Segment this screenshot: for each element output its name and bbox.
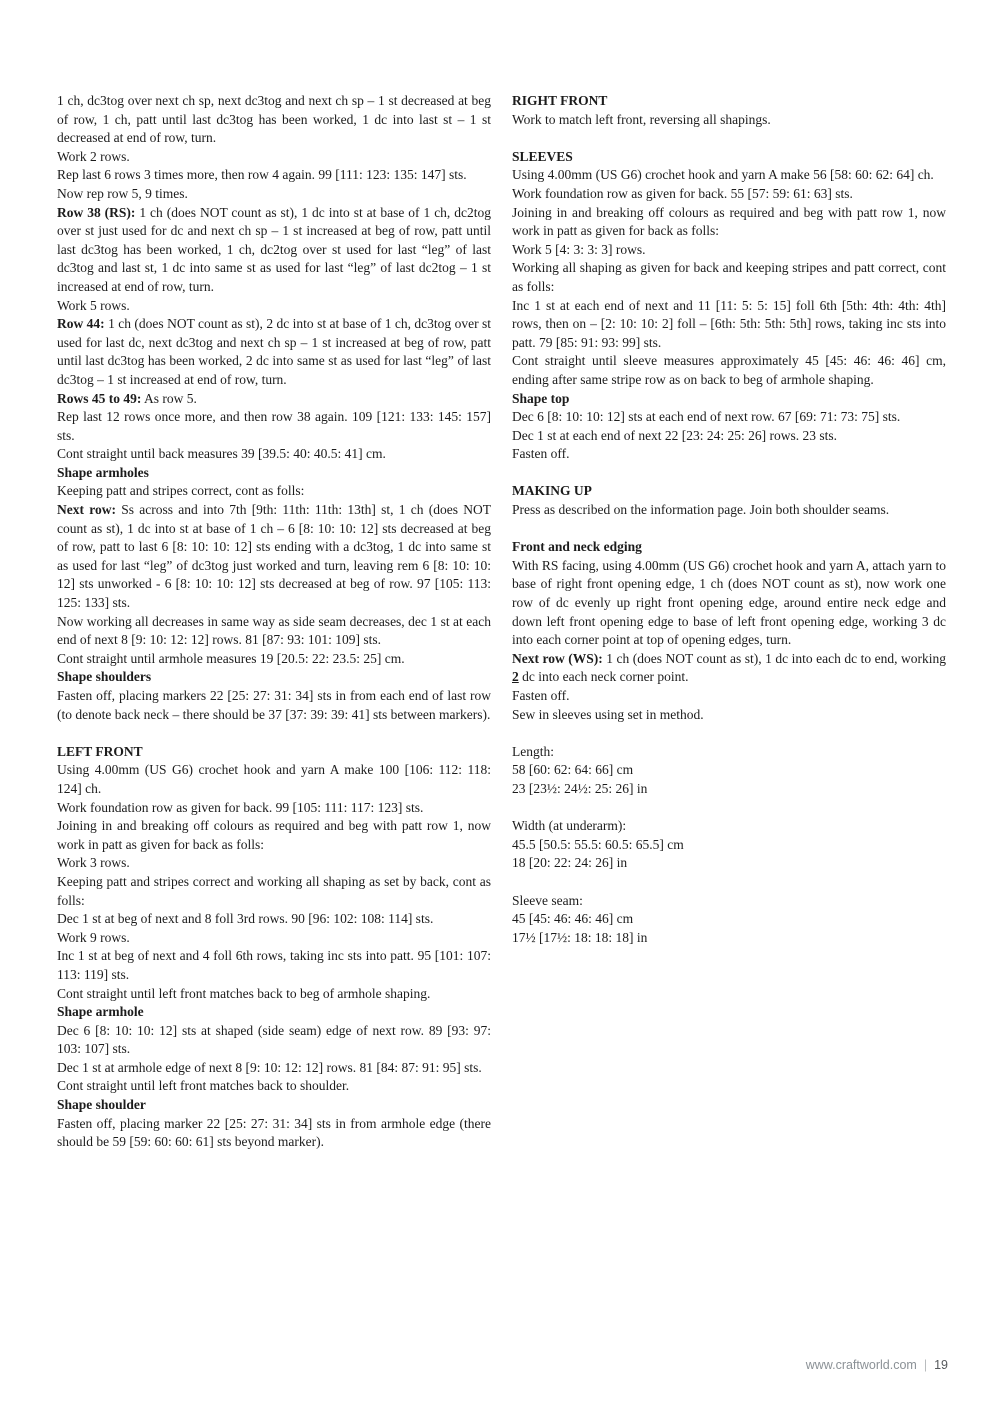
text-run: Dec 1 st at beg of next and 8 foll 3rd rows. 90 [96: 102: 108: 114] sts. bbox=[57, 911, 434, 927]
text-run: Working all shaping as given for back and keeping stripes and patt correct, cont as folls: bbox=[512, 260, 946, 294]
text-run: 1 ch, dc3tog over next ch sp, next dc3tog and next ch sp – 1 st decreased at beg of row, 1 ch, patt until last dc3tog has been worked, 1 dc into last st – 1 st decreased at end of row, turn. bbox=[57, 93, 491, 146]
bold-text-run: Rows 45 to 49: bbox=[57, 390, 142, 406]
text-run: Work 3 rows. bbox=[57, 855, 130, 871]
text-run: Using 4.00mm (US G6) crochet hook and yarn A make 56 [58: 60: 62: 64] ch. bbox=[512, 167, 934, 183]
body-paragraph bbox=[57, 799, 491, 818]
body-paragraph bbox=[512, 445, 946, 464]
body-paragraph bbox=[57, 929, 491, 948]
body-paragraph bbox=[512, 780, 946, 799]
text-run: 45.5 [50.5: 55.5: 60.5: 65.5] cm bbox=[512, 836, 684, 852]
body-paragraph bbox=[512, 929, 946, 948]
body-paragraph bbox=[57, 204, 491, 297]
body-paragraph bbox=[57, 817, 491, 854]
text-run: Inc 1 st at each end of next and 11 [11: 5: 5: 15] foll 6th [5th: 4th: 4th: 4th] rows, then on – [2: 10: 10: 2] foll – [6th: 5th: 5th: 5th] rows, taking inc sts into patt. 79 [85: 91: 93: 99] sts. bbox=[512, 297, 946, 350]
text-run: MAKING UP bbox=[512, 483, 592, 499]
text-run: Shape shoulder bbox=[57, 1097, 146, 1113]
body-paragraph bbox=[57, 297, 491, 316]
text-run: With RS facing, using 4.00mm (US G6) crochet hook and yarn A, attach yarn to base of right front opening edge, 1 ch (does NOT count as st), now work one row of dc evenly up right front opening edge, around entire neck edge and down left front opening edge to base of left front opening edge, working 3 dc into each corner point at top of opening edges, turn. bbox=[512, 557, 946, 648]
section-heading bbox=[512, 482, 946, 501]
body-paragraph bbox=[57, 92, 491, 148]
text-columns bbox=[57, 92, 945, 1152]
body-paragraph bbox=[57, 873, 491, 910]
text-run: Rep last 6 rows 3 times more, then row 4 again. 99 [111: 123: 135: 147] sts. bbox=[57, 167, 467, 183]
body-paragraph bbox=[57, 501, 491, 613]
text-run: Dec 1 st at each end of next 22 [23: 24: 25: 26] rows. 23 sts. bbox=[512, 427, 838, 443]
column-right bbox=[512, 92, 946, 1152]
text-run: Rep last 12 rows once more, and then row 38 again. 109 [121: 133: 145: 157] sts. bbox=[57, 409, 491, 443]
text-run: 58 [60: 62: 64: 66] cm bbox=[512, 762, 634, 778]
body-paragraph bbox=[57, 761, 491, 798]
text-run: Ss across and into 7th [9th: 11th: 11th: 13th] st, 1 ch (does NOT count as st), 1 dc into st at base of 1 ch – 6 [8: 10: 10: 12] sts decreased at beg of row, patt to last 6 [8: 10: 10: 12] sts ending with a dc3tog, 1 dc into same st as used for last “leg” of dc3tog just worked and turn, leaving rem 6 [8: 10: 10: 12] sts unworked - 6 [8: 10: 10: 12] sts decreased at beg of row. 97 [105: 113: 125: 133] sts. bbox=[57, 502, 491, 611]
body-paragraph bbox=[57, 1022, 491, 1059]
body-paragraph bbox=[512, 854, 946, 873]
sub-heading bbox=[57, 668, 491, 687]
text-run: Shape shoulders bbox=[57, 669, 152, 685]
body-paragraph bbox=[512, 836, 946, 855]
text-run: Sleeve seam: bbox=[512, 892, 583, 908]
text-run: Now working all decreases in same way as side seam decreases, dec 1 st at each end of next 8 [9: 10: 12: 12] rows. 81 [87: 93: 101: 109] sts. bbox=[57, 613, 491, 648]
body-paragraph bbox=[512, 743, 946, 762]
body-paragraph bbox=[512, 185, 946, 204]
blank-line bbox=[512, 724, 946, 743]
text-run: Fasten off, placing marker 22 [25: 27: 31: 34] sts in from armhole edge (there should be 59 [59: 60: 60: 61] sts beyond marker). bbox=[57, 1115, 491, 1150]
text-run: Work 2 rows. bbox=[57, 148, 130, 164]
text-run: Work 5 rows. bbox=[57, 297, 130, 313]
text-run: Cont straight until back measures 39 [39.5: 40: 40.5: 41] cm. bbox=[57, 446, 386, 462]
body-paragraph bbox=[57, 482, 491, 501]
body-paragraph bbox=[57, 315, 491, 389]
text-run: Sew in sleeves using set in method. bbox=[512, 706, 704, 722]
text-run: SLEEVES bbox=[512, 148, 573, 164]
text-run: Cont straight until armhole measures 19 [20.5: 22: 23.5: 25] cm. bbox=[57, 650, 405, 666]
text-run: dc into each neck corner point. bbox=[518, 669, 689, 685]
sub-heading bbox=[57, 1096, 491, 1115]
body-paragraph bbox=[512, 352, 946, 389]
text-run: 23 [23½: 24½: 25: 26] in bbox=[512, 780, 648, 796]
body-paragraph bbox=[57, 445, 491, 464]
text-run: Front and neck edging bbox=[512, 539, 642, 555]
body-paragraph bbox=[57, 613, 491, 650]
text-run: Work foundation row as given for back. 99 [105: 111: 117: 123] sts. bbox=[57, 799, 424, 815]
text-run: Joining in and breaking off colours as required and beg with patt row 1, now work in patt as given for back as folls: bbox=[57, 818, 491, 852]
section-heading bbox=[512, 92, 946, 111]
page-number: 19 bbox=[934, 1358, 948, 1372]
text-run: 1 ch (does NOT count as st), 2 dc into st at base of 1 ch, dc3tog over st used for last dc, next dc3tog and next ch sp – 1 st increased at beg of row, patt until last dc3tog has been worked, 2 dc into same st as used for last “leg” of last dc3tog – 1 st increased at end of row, turn. bbox=[57, 316, 491, 387]
text-run: Keeping patt and stripes correct, cont as folls: bbox=[57, 483, 305, 499]
body-paragraph bbox=[512, 297, 946, 353]
body-paragraph bbox=[57, 1115, 491, 1152]
body-paragraph bbox=[512, 910, 946, 929]
body-paragraph bbox=[512, 427, 946, 446]
sub-heading bbox=[512, 538, 946, 557]
text-run: Shape armholes bbox=[57, 464, 149, 480]
text-run: 1 ch (does NOT count as st), 1 dc into each dc to end, working bbox=[602, 650, 947, 666]
body-paragraph bbox=[57, 854, 491, 873]
body-paragraph bbox=[57, 650, 491, 669]
body-paragraph bbox=[57, 1077, 491, 1096]
body-paragraph bbox=[512, 817, 946, 836]
body-paragraph bbox=[57, 185, 491, 204]
text-run: Work 9 rows. bbox=[57, 929, 130, 945]
body-paragraph bbox=[512, 408, 946, 427]
text-run: Width (at underarm): bbox=[512, 818, 627, 834]
section-heading bbox=[57, 743, 491, 762]
body-paragraph bbox=[512, 761, 946, 780]
text-run: Press as described on the information page. Join both shoulder seams. bbox=[512, 502, 890, 518]
text-run: Dec 6 [8: 10: 10: 12] sts at each end of next row. 67 [69: 71: 73: 75] sts. bbox=[512, 409, 901, 425]
bold-text-run: Row 44: bbox=[57, 316, 105, 332]
text-run: Now rep row 5, 9 times. bbox=[57, 185, 188, 201]
body-paragraph bbox=[512, 706, 946, 725]
text-run: Work to match left front, reversing all shapings. bbox=[512, 111, 771, 127]
bold-text-run: Next row (WS): bbox=[512, 650, 603, 666]
text-run: Fasten off. bbox=[512, 446, 570, 462]
bold-text-run: Next row: bbox=[57, 502, 116, 518]
body-paragraph bbox=[512, 204, 946, 241]
blank-line bbox=[57, 724, 491, 743]
body-paragraph bbox=[57, 1059, 491, 1078]
text-run: LEFT FRONT bbox=[57, 743, 143, 759]
blank-line bbox=[512, 129, 946, 148]
section-heading bbox=[512, 148, 946, 167]
text-run: Work foundation row as given for back. 55 [57: 59: 61: 63] sts. bbox=[512, 185, 853, 201]
text-run: Cont straight until left front matches back to beg of armhole shaping. bbox=[57, 985, 431, 1001]
blank-line bbox=[512, 799, 946, 818]
column-left bbox=[57, 92, 491, 1152]
body-paragraph bbox=[57, 166, 491, 185]
sub-heading bbox=[57, 464, 491, 483]
body-paragraph bbox=[512, 111, 946, 130]
text-run: Cont straight until left front matches back to shoulder. bbox=[57, 1078, 350, 1094]
body-paragraph bbox=[57, 687, 491, 724]
bold-text-run: Row 38 (RS): bbox=[57, 204, 136, 220]
text-run: Keeping patt and stripes correct and working all shaping as set by back, cont as folls: bbox=[57, 873, 491, 908]
text-run: Work 5 [4: 3: 3: 3] rows. bbox=[512, 241, 646, 257]
text-run: Length: bbox=[512, 743, 554, 759]
text-run: 45 [45: 46: 46: 46] cm bbox=[512, 911, 634, 927]
blank-line bbox=[512, 873, 946, 892]
body-paragraph bbox=[512, 650, 946, 687]
footer-separator: | bbox=[923, 1358, 928, 1372]
text-run: RIGHT FRONT bbox=[512, 93, 608, 108]
body-paragraph bbox=[512, 557, 946, 650]
text-run: Shape armhole bbox=[57, 1004, 144, 1020]
body-paragraph bbox=[512, 241, 946, 260]
body-paragraph bbox=[57, 390, 491, 409]
body-paragraph bbox=[512, 501, 946, 520]
page-footer bbox=[806, 1358, 948, 1372]
text-run: Cont straight until sleeve measures approximately 45 [45: 46: 46: 46] cm, ending after same stripe row as on back to beg of armhole shaping. bbox=[512, 353, 946, 387]
body-paragraph bbox=[57, 408, 491, 445]
text-run: Fasten off. bbox=[512, 688, 570, 703]
body-paragraph bbox=[512, 687, 946, 706]
body-paragraph bbox=[57, 910, 491, 929]
text-run: Joining in and breaking off colours as required and beg with patt row 1, now work in patt as given for back as folls: bbox=[512, 204, 946, 239]
text-run: Dec 1 st at armhole edge of next 8 [9: 10: 12: 12] rows. 81 [84: 87: 91: 95] sts. bbox=[57, 1059, 482, 1075]
sub-heading bbox=[512, 390, 946, 409]
text-run: Fasten off, placing markers 22 [25: 27: 31: 34] sts in from each end of last row (to denote back neck – there should be 37 [37: 39: 39: 41] sts between markers). bbox=[57, 688, 491, 722]
body-paragraph bbox=[512, 259, 946, 296]
text-run: 18 [20: 22: 24: 26] in bbox=[512, 855, 628, 871]
body-paragraph bbox=[57, 947, 491, 984]
body-paragraph bbox=[512, 166, 946, 185]
text-run: Dec 6 [8: 10: 10: 12] sts at shaped (side seam) edge of next row. 89 [93: 97: 103: 107] sts. bbox=[57, 1022, 491, 1057]
text-run: Using 4.00mm (US G6) crochet hook and yarn A make 100 [106: 112: 118: 124] ch. bbox=[57, 762, 491, 796]
text-run: Shape top bbox=[512, 390, 570, 406]
text-run: 17½ [17½: 18: 18: 18] in bbox=[512, 929, 648, 945]
text-run: As row 5. bbox=[141, 390, 197, 406]
text-run: Inc 1 st at beg of next and 4 foll 6th rows, taking inc sts into patt. 95 [101: 107: 113: 119] sts. bbox=[57, 948, 491, 982]
text-run: 1 ch (does NOT count as st), 1 dc into st at base of 1 ch, dc2tog over st just used for dc and next ch sp – 1 st increased at beg of row, patt until last dc3tog has been worked, 1 ch, dc2tog over st used for last “leg” of last dc3tog and last st, 1 dc into same st as used for last “leg” of last dc2tog – 1 st increased at end of row, turn. bbox=[57, 204, 491, 294]
blank-line bbox=[512, 520, 946, 539]
sub-heading bbox=[57, 1003, 491, 1022]
blank-line bbox=[512, 464, 946, 483]
body-paragraph bbox=[57, 985, 491, 1004]
website-url: www.craftworld.com bbox=[805, 1358, 917, 1372]
body-paragraph bbox=[512, 892, 946, 911]
body-paragraph bbox=[57, 148, 491, 167]
bold-text-run: 2 bbox=[512, 669, 519, 685]
